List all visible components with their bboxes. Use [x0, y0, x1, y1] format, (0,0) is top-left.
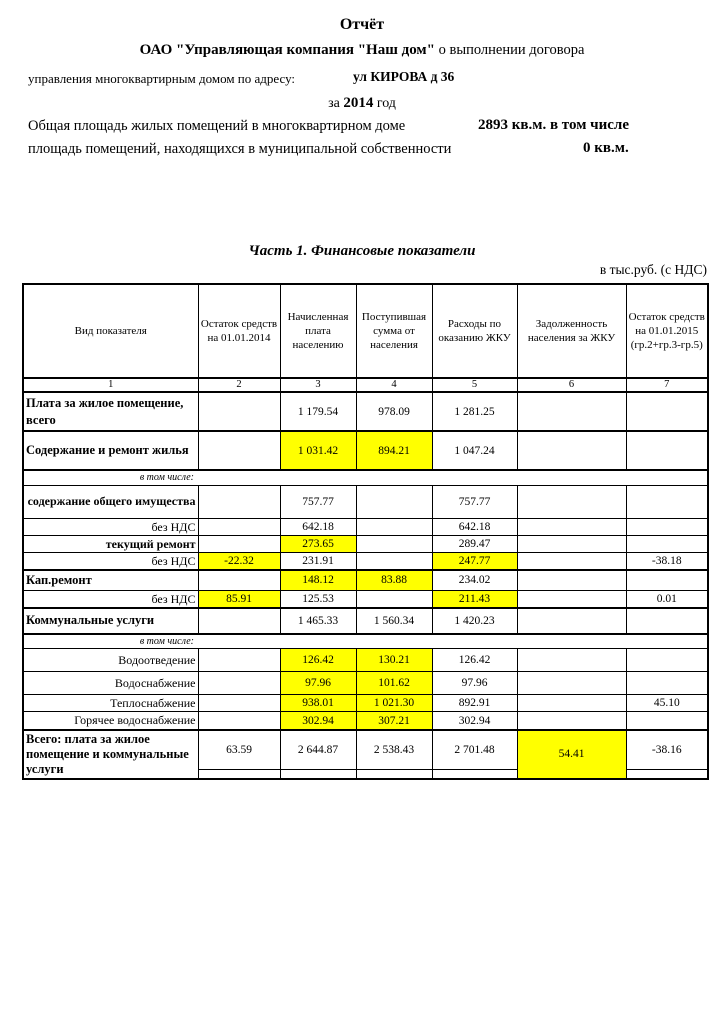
table-cell: 892.91 [432, 695, 517, 712]
table-cell [626, 570, 708, 590]
table-cell: 83.88 [356, 570, 432, 590]
table-cell: 126.42 [280, 649, 356, 672]
col-number: 3 [280, 378, 356, 392]
table-cell [626, 431, 708, 470]
table-row [23, 730, 708, 770]
table-cell: 2 538.43 [356, 730, 432, 770]
table-cell: -38.16 [626, 730, 708, 770]
period-year: 2014 [343, 95, 374, 111]
table-cell [198, 634, 280, 649]
row-label: Кап.ремонт [23, 570, 198, 590]
table-cell: 642.18 [432, 518, 517, 535]
table-cell: 2 644.87 [280, 730, 356, 770]
table-cell [517, 518, 626, 535]
table-cell: 1 560.34 [356, 608, 432, 634]
row-label: Коммунальные услуги [23, 608, 198, 634]
address-value: ул КИРОВА д 36 [353, 69, 455, 84]
table-cell [198, 695, 280, 712]
table-cell: 757.77 [432, 485, 517, 518]
area-municipal-label: площадь помещений, находящихся в муниципальной собственности [28, 141, 452, 157]
table-cell: 302.94 [432, 712, 517, 730]
table-cell: 130.21 [356, 649, 432, 672]
col-number: 5 [432, 378, 517, 392]
table-row [23, 552, 708, 570]
table-cell: 63.59 [198, 730, 280, 770]
period-pre: за [328, 96, 344, 111]
table-cell [517, 485, 626, 518]
row-label: без НДС [23, 518, 198, 535]
row-label: в том числе: [139, 635, 194, 647]
table-cell: -38.18 [626, 552, 708, 570]
table-cell: 289.47 [432, 535, 517, 552]
table-cell: 978.09 [356, 392, 432, 431]
table-cell [280, 470, 356, 485]
col-number: 1 [23, 378, 198, 392]
table-cell [356, 470, 432, 485]
table-row [23, 535, 708, 552]
company-name: ОАО "Управляющая компания "Наш дом" [139, 42, 435, 58]
table-cell [517, 431, 626, 470]
table-cell [198, 672, 280, 695]
row-label: в том числе: [139, 472, 194, 483]
row-label: Всего: плата за жилое помещение и коммунальные услуги [23, 730, 198, 779]
table-cell [626, 518, 708, 535]
finance-table [22, 283, 709, 780]
table-row [23, 570, 708, 590]
row-label: без НДС [23, 590, 198, 608]
area-municipal-value: 0 кв.м. [583, 140, 629, 156]
row-label: текущий ремонт [23, 535, 198, 552]
table-cell [626, 649, 708, 672]
table-cell: 1 021.30 [356, 695, 432, 712]
table-row [23, 608, 708, 634]
table-cell [517, 552, 626, 570]
units-label: в тыс.руб. (с НДС) [599, 262, 707, 277]
table-cell: 302.94 [280, 712, 356, 730]
table-cell: 234.02 [432, 570, 517, 590]
table-cell [517, 672, 626, 695]
col-number: 6 [517, 378, 626, 392]
address-label: управления многоквартирным домом по адресу: [28, 71, 296, 86]
header-balance-end: Остаток средств на 01.01.2015 (гр.2+гр.3-гр.5) [626, 284, 708, 378]
table-cell [356, 535, 432, 552]
company-line [0, 42, 724, 59]
row-label: Плата за жилое помещение, всего [23, 392, 198, 431]
table-cell [626, 470, 708, 485]
table-cell [517, 392, 626, 431]
table-cell: -22.32 [198, 552, 280, 570]
table-cell [198, 649, 280, 672]
table-row [23, 634, 708, 649]
header-debt: Задолженность населения за ЖКУ [517, 284, 626, 378]
table-cell: 1 031.42 [280, 431, 356, 470]
column-numbers-row [23, 378, 708, 392]
table-cell [626, 770, 708, 779]
table-cell [356, 485, 432, 518]
table-cell [198, 392, 280, 431]
table-row [23, 590, 708, 608]
table-cell [517, 634, 626, 649]
row-label: Водоотведение [23, 649, 198, 672]
header-received: Поступившая сумма от населения [356, 284, 432, 378]
table-row [23, 712, 708, 730]
table-row [23, 672, 708, 695]
table-cell [517, 695, 626, 712]
table-cell [280, 634, 356, 649]
table-cell [356, 590, 432, 608]
table-cell [198, 770, 280, 779]
table-cell: 97.96 [432, 672, 517, 695]
table-cell: 1 179.54 [280, 392, 356, 431]
table-cell: 231.91 [280, 552, 356, 570]
header-balance-start: Остаток средств на 01.01.2014 [198, 284, 280, 378]
row-label: содержание общего имущества [23, 485, 198, 518]
table-row [23, 518, 708, 535]
table-cell [432, 770, 517, 779]
table-cell: 85.91 [198, 590, 280, 608]
table-cell: 1 281.25 [432, 392, 517, 431]
table-cell: 101.62 [356, 672, 432, 695]
area-total-value: 2893 кв.м. в том числе [478, 117, 629, 133]
table-cell [198, 470, 280, 485]
table-cell: 2 701.48 [432, 730, 517, 770]
table-cell [517, 570, 626, 590]
section-title: Часть 1. Финансовые показатели [248, 243, 476, 259]
table-cell [626, 634, 708, 649]
table-cell [626, 608, 708, 634]
table-cell [280, 770, 356, 779]
table-cell: 126.42 [432, 649, 517, 672]
report-title: Отчёт [339, 16, 385, 33]
col-number: 4 [356, 378, 432, 392]
area-total-label: Общая площадь жилых помещений в многоквартирном доме [28, 118, 406, 134]
table-cell [517, 590, 626, 608]
table-row [23, 392, 708, 431]
header-expenses: Расходы по оказанию ЖКУ [432, 284, 517, 378]
table-cell: 642.18 [280, 518, 356, 535]
table-cell [626, 535, 708, 552]
table-cell: 1 047.24 [432, 431, 517, 470]
table-cell [356, 552, 432, 570]
table-row [23, 470, 708, 485]
table-cell [356, 634, 432, 649]
col-number: 2 [198, 378, 280, 392]
table-cell [198, 712, 280, 730]
table-cell [198, 518, 280, 535]
table-cell [517, 535, 626, 552]
table-header-row [23, 284, 708, 378]
table-cell [626, 392, 708, 431]
table-cell [432, 634, 517, 649]
table-cell: 894.21 [356, 431, 432, 470]
table-cell: 1 465.33 [280, 608, 356, 634]
row-label: Горячее водоснабжение [23, 712, 198, 730]
table-cell [432, 470, 517, 485]
table-cell [517, 470, 626, 485]
table-cell: 125.53 [280, 590, 356, 608]
table-cell [198, 608, 280, 634]
table-cell [626, 712, 708, 730]
table-cell: 1 420.23 [432, 608, 517, 634]
table-cell [626, 485, 708, 518]
table-cell: 45.10 [626, 695, 708, 712]
table-cell: 97.96 [280, 672, 356, 695]
table-cell [356, 518, 432, 535]
table-cell: 273.65 [280, 535, 356, 552]
table-cell: 0.01 [626, 590, 708, 608]
table-cell: 54.41 [517, 730, 626, 779]
table-cell [517, 712, 626, 730]
table-row [23, 695, 708, 712]
table-cell [356, 770, 432, 779]
table-cell [198, 570, 280, 590]
table-cell: 757.77 [280, 485, 356, 518]
header-indicator: Вид показателя [23, 284, 198, 378]
table-cell [517, 649, 626, 672]
table-cell [198, 431, 280, 470]
table-cell: 148.12 [280, 570, 356, 590]
row-label: без НДС [23, 552, 198, 570]
table-cell: 938.01 [280, 695, 356, 712]
table-cell: 307.21 [356, 712, 432, 730]
period-post: год [373, 96, 396, 111]
table-cell [517, 608, 626, 634]
header-accrued: Начисленная плата населению [280, 284, 356, 378]
company-line-rest: о выполнении договора [434, 42, 585, 58]
row-label: Теплоснабжение [23, 695, 198, 712]
table-cell [626, 672, 708, 695]
table-cell [198, 535, 280, 552]
col-number: 7 [626, 378, 708, 392]
row-label: Водоснабжение [23, 672, 198, 695]
period-line [0, 95, 724, 112]
table-row [23, 649, 708, 672]
table-cell: 247.77 [432, 552, 517, 570]
table-row [23, 431, 708, 470]
table-cell: 211.43 [432, 590, 517, 608]
row-label: Содержание и ремонт жилья [23, 431, 198, 470]
table-row [23, 485, 708, 518]
table-cell [198, 485, 280, 518]
